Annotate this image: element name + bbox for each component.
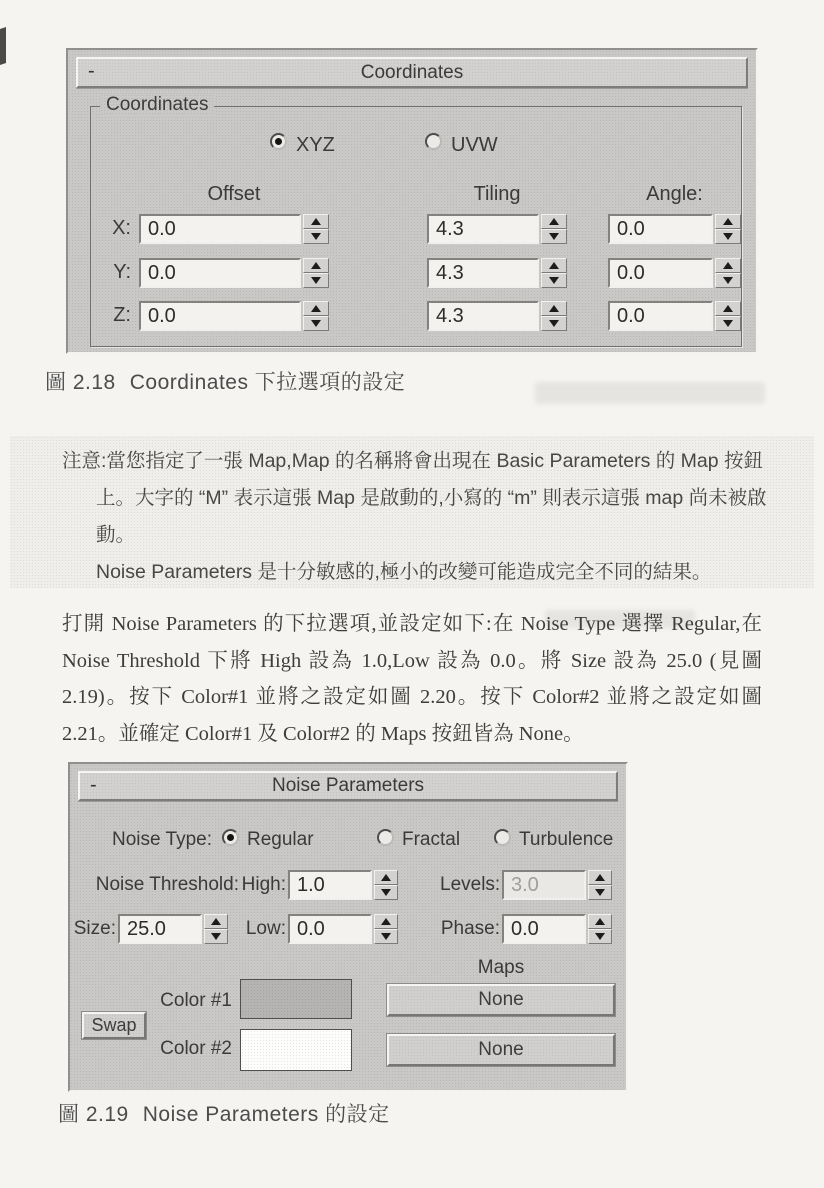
coordinates-rollout	[66, 48, 758, 354]
spin-up-icon	[549, 305, 559, 312]
x-offset-spinner[interactable]	[303, 214, 329, 244]
y-row-label: Y:	[113, 261, 131, 283]
spin-up-icon	[381, 874, 391, 881]
note-paragraph-1	[62, 443, 784, 554]
figure-number: 圖 2.18	[45, 371, 116, 394]
z-offset-field[interactable]: 0.0	[139, 301, 301, 331]
turbulence-radio[interactable]	[494, 829, 511, 846]
turbulence-radio-label[interactable]: Turbulence	[519, 829, 614, 850]
spin-down-icon	[311, 277, 321, 284]
spin-up-icon	[381, 918, 391, 925]
coordinates-rollout-titlebar[interactable]	[76, 57, 748, 88]
fractal-radio-label[interactable]: Fractal	[402, 829, 461, 850]
collapse-icon[interactable]: -	[90, 774, 97, 796]
rollout-title: Coordinates	[360, 61, 464, 83]
x-row-label: X:	[112, 217, 131, 239]
fractal-radio[interactable]	[377, 829, 394, 846]
coordinates-group-label: Coordinates	[100, 94, 214, 116]
y-offset-field[interactable]: 0.0	[139, 258, 301, 288]
rollout-title: Noise Parameters	[271, 775, 425, 796]
phase-spinner[interactable]	[588, 914, 612, 944]
high-spinner[interactable]	[374, 870, 398, 900]
color1-map-none-button[interactable]: None	[387, 984, 615, 1016]
noise-threshold-label: Noise Threshold:	[95, 874, 239, 895]
color1-swatch[interactable]	[240, 979, 352, 1019]
spin-up-icon	[723, 218, 733, 225]
z-angle-field[interactable]: 0.0	[608, 301, 713, 331]
angle-column-header: Angle:	[646, 183, 703, 205]
x-offset-field[interactable]: 0.0	[139, 214, 301, 244]
spin-down-icon	[311, 320, 321, 327]
collapse-icon[interactable]: -	[88, 60, 95, 82]
phase-label: Phase:	[440, 918, 500, 939]
noise-type-label: Noise Type:	[112, 829, 212, 850]
noise-rollout-titlebar[interactable]	[78, 771, 618, 801]
color2-swatch[interactable]	[240, 1029, 352, 1071]
z-row-label: Z:	[113, 304, 131, 326]
regular-radio-label[interactable]: Regular	[247, 829, 314, 850]
spin-up-icon	[595, 918, 605, 925]
spin-down-icon	[381, 933, 391, 940]
color1-label: Color #1	[160, 990, 232, 1011]
offset-column-header: Offset	[207, 183, 261, 205]
spin-up-icon	[311, 305, 321, 312]
spin-up-icon	[211, 918, 221, 925]
levels-label: Levels:	[440, 874, 501, 895]
low-field[interactable]: 0.0	[288, 914, 372, 944]
x-tiling-field[interactable]: 4.3	[427, 214, 539, 244]
y-tiling-field[interactable]: 4.3	[427, 258, 539, 288]
figure-2-19-caption	[58, 1098, 390, 1128]
y-angle-spinner[interactable]	[715, 258, 741, 288]
bleedthrough-artifact	[535, 382, 765, 404]
uvw-radio[interactable]	[425, 133, 442, 150]
spin-down-icon	[381, 889, 391, 896]
swap-button[interactable]: Swap	[82, 1012, 146, 1039]
scan-edge-mark	[0, 27, 6, 65]
spin-down-icon	[723, 320, 733, 327]
spin-up-icon	[723, 262, 733, 269]
spin-down-icon	[549, 277, 559, 284]
xyz-radio-label[interactable]: XYZ	[296, 134, 335, 156]
body-paragraph: 打開 Noise Parameters 的下拉選項,並設定如下:在 Noise Type 選擇 Regular,在 Noise Threshold 下將 High 設為 1.0,Low 設為 0.0。將 Size 設為 25.0 (見圖 2.19)。按下 Color#1 並將之設定如圖 2.20。按下 Color#2 並將之設定如圖 2.21。並確定 Color#1 及 Color#2 的 Maps 按鈕皆為 None。	[62, 613, 762, 745]
spin-up-icon	[595, 874, 605, 881]
noise-parameters-rollout	[68, 762, 628, 1092]
spin-down-icon	[723, 233, 733, 240]
note-paragraph-2: Noise Parameters 是十分敏感的,極小的改變可能造成完全不同的結果。	[96, 561, 712, 583]
spin-up-icon	[549, 262, 559, 269]
figure-number: 圖 2.19	[58, 1103, 129, 1126]
x-tiling-spinner[interactable]	[541, 214, 567, 244]
y-tiling-spinner[interactable]	[541, 258, 567, 288]
y-offset-spinner[interactable]	[303, 258, 329, 288]
xyz-radio[interactable]	[270, 133, 287, 150]
note-prefix: 注意:	[62, 450, 107, 472]
uvw-radio-label[interactable]: UVW	[451, 134, 498, 156]
color2-label: Color #2	[160, 1038, 232, 1059]
regular-radio[interactable]	[222, 829, 239, 846]
y-angle-field[interactable]: 0.0	[608, 258, 713, 288]
figure-caption-text: Noise Parameters 的設定	[142, 1103, 390, 1126]
color2-map-none-button[interactable]: None	[387, 1034, 615, 1066]
spin-down-icon	[311, 233, 321, 240]
spin-up-icon	[311, 218, 321, 225]
x-angle-spinner[interactable]	[715, 214, 741, 244]
spin-up-icon	[723, 305, 733, 312]
spin-down-icon	[549, 233, 559, 240]
levels-field: 3.0	[502, 870, 586, 900]
spin-up-icon	[311, 262, 321, 269]
high-label: High:	[241, 874, 286, 895]
size-field[interactable]: 25.0	[118, 914, 202, 944]
spin-up-icon	[549, 218, 559, 225]
low-label: Low:	[245, 918, 286, 939]
tiling-column-header: Tiling	[473, 183, 521, 205]
size-label: Size:	[73, 918, 116, 939]
spin-down-icon	[595, 889, 605, 896]
maps-label: Maps	[477, 957, 525, 978]
spin-down-icon	[723, 277, 733, 284]
spin-down-icon	[549, 320, 559, 327]
note-block	[10, 436, 814, 588]
z-offset-spinner[interactable]	[303, 301, 329, 331]
low-spinner[interactable]	[374, 914, 398, 944]
size-spinner[interactable]	[204, 914, 228, 944]
z-tiling-spinner[interactable]	[541, 301, 567, 331]
levels-spinner[interactable]	[588, 870, 612, 900]
spin-down-icon	[595, 933, 605, 940]
x-angle-field[interactable]: 0.0	[608, 214, 713, 244]
figure-2-18-caption	[45, 366, 405, 396]
note-body-1: 當您指定了一張 Map,Map 的名稱將會出現在 Basic Parameters 的 Map 按鈕上。大字的 “M” 表示這張 Map 是啟動的,小寫的 “m” 則表示這張 map 尚未被啟動。	[96, 450, 767, 546]
figure-caption-text: Coordinates 下拉選項的設定	[129, 371, 406, 394]
high-field[interactable]: 1.0	[288, 870, 372, 900]
z-tiling-field[interactable]: 4.3	[427, 301, 539, 331]
spin-down-icon	[211, 933, 221, 940]
z-angle-spinner[interactable]	[715, 301, 741, 331]
phase-field[interactable]: 0.0	[502, 914, 586, 944]
